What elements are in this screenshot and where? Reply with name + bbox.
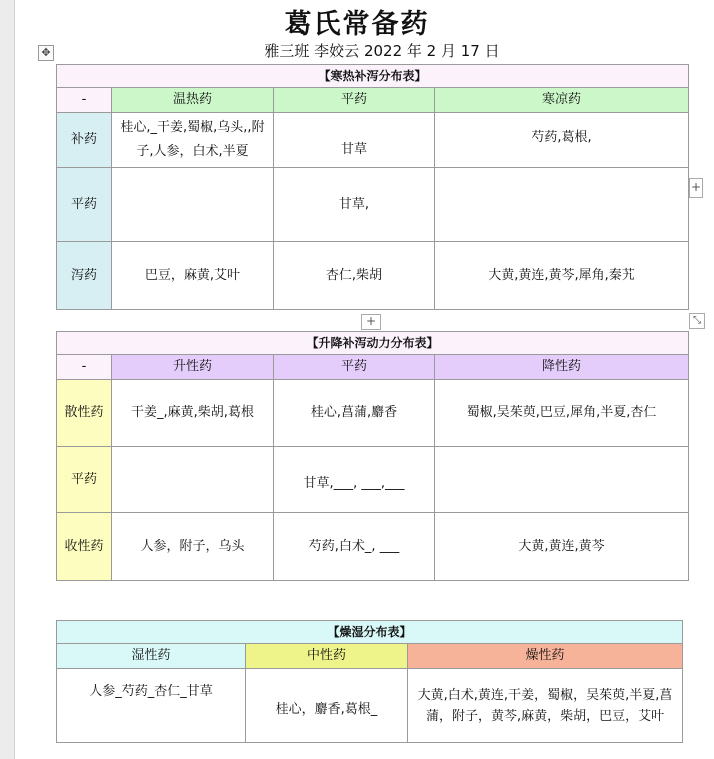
column-header-dry: 燥性药 — [408, 644, 683, 669]
table-caption: 【寒热补泻分布表】 — [57, 65, 689, 88]
ascend-descend-table — [56, 331, 689, 581]
table-caption: 【升降补泻动力分布表】 — [57, 332, 689, 355]
row-label-astringe: 收性药 — [57, 513, 112, 581]
table-cell[interactable]: 人参，附子，乌头 — [112, 513, 274, 581]
column-header-warm: 温热药 — [112, 88, 274, 113]
table-move-icon[interactable]: ✥ — [38, 45, 54, 61]
corner-cell: - — [57, 88, 112, 113]
table-cell[interactable]: 大黄,白术,黄连,干姜，蜀椒，吴茱萸,半夏,菖蒲，附子，黄芩,麻黄，柴胡，巴豆，艾叶 — [408, 669, 683, 743]
table-cell[interactable] — [435, 447, 689, 513]
document-subtitle: 雅三班 李姣云 2022 年 2 月 17 日 — [264, 42, 500, 60]
cold-heat-table — [56, 64, 689, 310]
table-cell[interactable]: 芍药,葛根, — [435, 113, 689, 168]
table-cell[interactable]: 巴豆，麻黄,艾叶 — [112, 242, 274, 310]
table-cell[interactable]: 大黄,黄连,黄芩,犀角,秦艽 — [435, 242, 689, 310]
column-header-damp: 湿性药 — [57, 644, 246, 669]
table-cell[interactable]: 大黄,黄连,黄芩 — [435, 513, 689, 581]
table-cell[interactable]: 人参_芍药_杏仁_甘草 — [57, 669, 246, 743]
row-label-disperse: 散性药 — [57, 380, 112, 447]
table-resize-icon[interactable]: ⤡ — [689, 313, 705, 329]
add-column-icon[interactable]: + — [689, 178, 703, 198]
column-header-cold: 寒凉药 — [435, 88, 689, 113]
document-title: 葛氏常备药 — [284, 9, 430, 40]
table-cell[interactable]: 甘草,___, ___,___ — [274, 447, 435, 513]
table-cell[interactable]: 桂心，麝香,葛根_ — [246, 669, 408, 743]
row-label-purge: 泻药 — [57, 242, 112, 310]
row-label-neutral: 平药 — [57, 168, 112, 242]
corner-cell: - — [57, 355, 112, 380]
table-cell[interactable]: 干姜_,麻黄,柴胡,葛根 — [112, 380, 274, 447]
table-cell[interactable]: 桂心,_干姜,蜀椒,乌头,,附子,人参，白术,半夏 — [112, 113, 274, 168]
column-header-descend: 降性药 — [435, 355, 689, 380]
column-header-neutral: 平药 — [274, 88, 435, 113]
table-cell[interactable]: 桂心,菖蒲,麝香 — [274, 380, 435, 447]
table-caption: 【燥湿分布表】 — [57, 621, 683, 644]
column-header-ascend: 升性药 — [112, 355, 274, 380]
table-cell[interactable] — [112, 447, 274, 513]
table-cell[interactable]: 杏仁,柴胡 — [274, 242, 435, 310]
table-cell[interactable] — [435, 168, 689, 242]
table-cell[interactable]: 芍药,白术_, ___ — [274, 513, 435, 581]
column-header-neutral: 平药 — [274, 355, 435, 380]
row-label-tonify: 补药 — [57, 113, 112, 168]
table-cell[interactable]: 甘草, — [274, 168, 435, 242]
table-cell[interactable]: 蜀椒,吴茱萸,巴豆,犀角,半夏,杏仁 — [435, 380, 689, 447]
table-cell[interactable] — [112, 168, 274, 242]
row-label-neutral: 平药 — [57, 447, 112, 513]
column-header-neutral: 中性药 — [246, 644, 408, 669]
add-row-icon[interactable]: + — [361, 314, 381, 330]
table-cell[interactable]: 甘草 — [274, 113, 435, 168]
dry-damp-table — [56, 620, 683, 743]
